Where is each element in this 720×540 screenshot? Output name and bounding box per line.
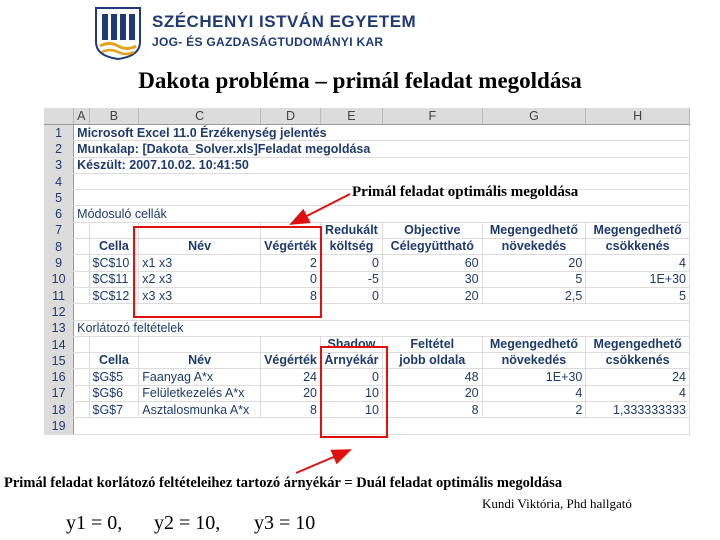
name-header[interactable]: Név [139, 239, 261, 255]
col-header-h[interactable]: H [586, 108, 690, 125]
final-value[interactable]: 2 [260, 255, 320, 271]
cell-ref[interactable]: $C$11 [89, 271, 139, 287]
rhs-value[interactable]: 48 [382, 369, 482, 385]
row-header[interactable]: 15 [44, 353, 74, 369]
reduced-cost[interactable]: 0 [320, 255, 382, 271]
allowable-decrease[interactable]: 5 [586, 287, 690, 303]
col-header-a[interactable]: A [74, 108, 89, 125]
shadow-price-header-2[interactable]: Árnyékár [320, 353, 382, 369]
shadow-price[interactable]: 10 [320, 402, 382, 418]
decrease-header-2[interactable]: csökkenés [586, 353, 690, 369]
decrease-header-1[interactable]: Megengedhető [586, 336, 690, 352]
cell-ref[interactable]: $C$10 [89, 255, 139, 271]
objective-header-1[interactable]: Objective [382, 222, 482, 238]
name-header[interactable]: Név [139, 353, 261, 369]
constraint-name[interactable]: Felületkezelés A*x [139, 385, 261, 401]
allowable-decrease[interactable]: 1E+30 [586, 271, 690, 287]
rhs-value[interactable]: 8 [382, 402, 482, 418]
created-timestamp[interactable]: Készült: 2007.10.02. 10:41:50 [74, 157, 690, 173]
objective-coefficient[interactable]: 60 [382, 255, 482, 271]
row-header[interactable]: 18 [44, 402, 74, 418]
row-header[interactable]: 6 [44, 206, 74, 222]
increase-header-1[interactable]: Megengedhető [482, 222, 586, 238]
row-header[interactable]: 7 [44, 222, 74, 238]
constraints-label[interactable]: Korlátozó feltételek [74, 320, 690, 336]
row-header[interactable]: 4 [44, 173, 74, 189]
increase-header-1[interactable]: Megengedhető [482, 336, 586, 352]
final-value[interactable]: 20 [260, 385, 320, 401]
row-header[interactable]: 17 [44, 385, 74, 401]
row-header[interactable]: 9 [44, 255, 74, 271]
shadow-price[interactable]: 10 [320, 385, 382, 401]
col-header-d[interactable]: D [260, 108, 320, 125]
variable-name[interactable]: x1 x3 [139, 255, 261, 271]
faculty-name: JOG- ÉS GAZDASÁGTUDOMÁNYI KAR [152, 35, 384, 49]
reduced-cost-header-2[interactable]: költség [320, 239, 382, 255]
cell-ref[interactable]: $G$5 [89, 369, 139, 385]
row-header[interactable]: 11 [44, 287, 74, 303]
variable-name[interactable]: x3 x3 [139, 287, 261, 303]
allowable-increase[interactable]: 2,5 [482, 287, 586, 303]
allowable-increase[interactable]: 20 [482, 255, 586, 271]
col-header-f[interactable]: F [382, 108, 482, 125]
constraint-name[interactable]: Faanyag A*x [139, 369, 261, 385]
dual-solution-y2: y2 = 10, [154, 512, 221, 534]
final-value[interactable]: 8 [260, 287, 320, 303]
reduced-cost-header-1[interactable]: Redukált [320, 222, 382, 238]
primal-solution-annotation: Primál feladat optimális megoldása [352, 184, 579, 200]
col-header-e[interactable]: E [320, 108, 382, 125]
allowable-decrease[interactable]: 1,333333333 [586, 402, 690, 418]
constraint-name[interactable]: Asztalosmunka A*x [139, 402, 261, 418]
row-header[interactable]: 19 [44, 418, 74, 434]
final-value[interactable]: 8 [260, 402, 320, 418]
rhs-value[interactable]: 20 [382, 385, 482, 401]
objective-coefficient[interactable]: 20 [382, 287, 482, 303]
duality-annotation: Primál feladat korlátozó feltételeihez tartozó árnyékár = Duál feladat optimális megoldása [4, 475, 563, 491]
cell-ref[interactable]: $G$6 [89, 385, 139, 401]
reduced-cost[interactable]: -5 [320, 271, 382, 287]
row-header[interactable]: 2 [44, 141, 74, 157]
row-header[interactable]: 5 [44, 190, 74, 206]
row-header[interactable]: 3 [44, 157, 74, 173]
cell-ref[interactable]: $G$7 [89, 402, 139, 418]
allowable-increase[interactable]: 1E+30 [482, 369, 586, 385]
cell-header[interactable]: Cella [89, 353, 139, 369]
allowable-increase[interactable]: 4 [482, 385, 586, 401]
author-credit: Kundi Viktória, Phd hallgató [482, 496, 632, 511]
dual-solution-y1: y1 = 0, [66, 512, 123, 534]
final-value-header[interactable]: Végérték [260, 239, 320, 255]
slide-title: Dakota probléma – primál feladat megoldása [138, 68, 582, 93]
allowable-decrease[interactable]: 4 [586, 385, 690, 401]
decrease-header-2[interactable]: csökkenés [586, 239, 690, 255]
final-value[interactable]: 24 [260, 369, 320, 385]
dual-solution-y3: y3 = 10 [254, 512, 316, 534]
row-header[interactable]: 13 [44, 320, 74, 336]
worksheet-name[interactable]: Munkalap: [Dakota_Solver.xls]Feladat megoldása [74, 141, 690, 157]
objective-header-2[interactable]: Célegyüttható [382, 239, 482, 255]
row-header[interactable]: 8 [44, 239, 74, 255]
reduced-cost[interactable]: 0 [320, 287, 382, 303]
row-header[interactable]: 14 [44, 336, 74, 352]
university-name: SZÉCHENYI ISTVÁN EGYETEM [152, 12, 417, 31]
allowable-increase[interactable]: 5 [482, 271, 586, 287]
allowable-decrease[interactable]: 24 [586, 369, 690, 385]
shadow-price-header-1[interactable]: Shadow [320, 336, 382, 352]
row-header[interactable]: 10 [44, 271, 74, 287]
col-header-c[interactable]: C [139, 108, 261, 125]
col-header-b[interactable]: B [89, 108, 139, 125]
row-header[interactable]: 12 [44, 304, 74, 320]
final-value[interactable]: 0 [260, 271, 320, 287]
rhs-header-2[interactable]: jobb oldala [382, 353, 482, 369]
rhs-header-1[interactable]: Feltétel [382, 336, 482, 352]
cell-ref[interactable]: $C$12 [89, 287, 139, 303]
increase-header-2[interactable]: növekedés [482, 239, 586, 255]
variable-name[interactable]: x2 x3 [139, 271, 261, 287]
allowable-decrease[interactable]: 4 [586, 255, 690, 271]
final-value-header[interactable]: Végérték [260, 353, 320, 369]
increase-header-2[interactable]: növekedés [482, 353, 586, 369]
arrow-to-primal-solution [291, 194, 350, 224]
changing-cells-label[interactable]: Módosuló cellák [74, 206, 690, 222]
arrow-to-shadow-prices [296, 450, 350, 473]
col-header-g[interactable]: G [482, 108, 586, 125]
allowable-increase[interactable]: 2 [482, 402, 586, 418]
objective-coefficient[interactable]: 30 [382, 271, 482, 287]
report-title[interactable]: Microsoft Excel 11.0 Érzékenység jelentés [74, 125, 690, 141]
decrease-header-1[interactable]: Megengedhető [586, 222, 690, 238]
cell-header[interactable]: Cella [89, 239, 139, 255]
row-header[interactable]: 16 [44, 369, 74, 385]
shadow-price[interactable]: 0 [320, 369, 382, 385]
row-header[interactable]: 1 [44, 125, 74, 141]
